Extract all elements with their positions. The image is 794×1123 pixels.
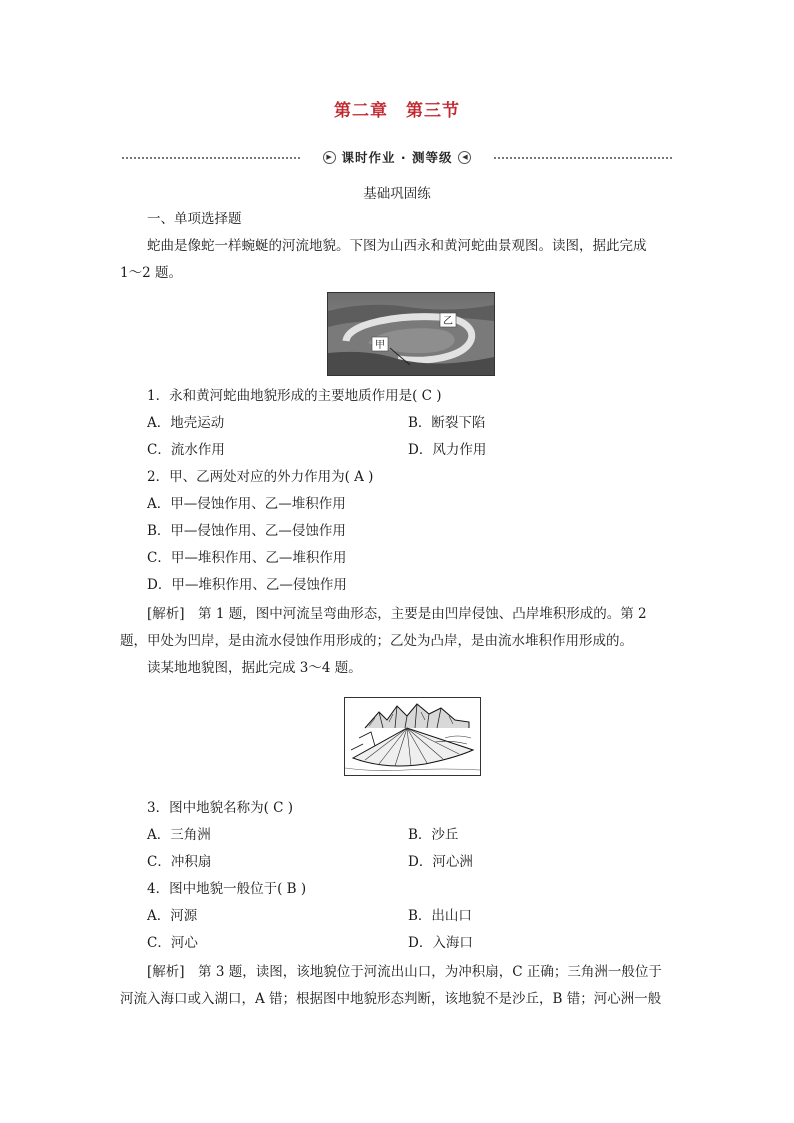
arrow-left-icon: ◀ [458, 151, 471, 164]
q3-option-c: C．冲积扇 [147, 854, 212, 870]
q4-option-b: B．出山口 [408, 908, 472, 924]
q3-option-b: B．沙丘 [408, 827, 459, 843]
intro-line-2: 1～2 题。 [120, 265, 182, 281]
arrow-right-icon: ▶ [323, 151, 336, 164]
label-yi: 乙 [443, 316, 453, 327]
section-banner [300, 146, 494, 168]
q2-option-d: D．甲—堆积作用、乙—侵蚀作用 [147, 577, 347, 593]
analysis-2-line-2: 河流入海口或入湖口，A 错；根据图中地貌形态判断，该地貌不是沙丘，B 错；河心洲一般 [120, 991, 662, 1007]
q4-option-d: D．入海口 [408, 935, 473, 951]
alluvial-fan-illustration [345, 698, 480, 775]
analysis-2-line-1: [解析] 第 3 题，读图，该地貌位于河流出山口，为冲积扇，C 正确；三角洲一般位于 [147, 964, 662, 980]
meander-photo [327, 292, 495, 376]
alluvial-fan-sketch [344, 697, 481, 776]
q1-option-a: A．地壳运动 [147, 415, 225, 431]
banner-text: 课时作业 · 测等级 [341, 150, 453, 165]
q2-option-b: B．甲—侵蚀作用、乙—侵蚀作用 [147, 523, 346, 539]
analysis-1-line-2: 题，甲处为凹岸，是由流水侵蚀作用形成的；乙处为凸岸，是由流水堆积作用形成的。 [120, 633, 633, 649]
section-title: 基础巩固练 [363, 186, 431, 202]
part-heading: 一、单项选择题 [147, 211, 242, 227]
meander-illustration [328, 293, 494, 375]
q1-option-b: B．断裂下陷 [408, 415, 486, 431]
analysis-1-line-1: [解析] 第 1 题，图中河流呈弯曲形态，主要是由凹岸侵蚀、凸岸堆积形成的。第 2 [147, 606, 647, 622]
q2-option-c: C．甲—堆积作用、乙—堆积作用 [147, 550, 347, 566]
q1-option-d: D．风力作用 [408, 442, 487, 458]
chapter-title: 第二章 第三节 [334, 101, 460, 121]
q4-stem: 4．图中地貌一般位于( B ) [147, 881, 307, 897]
q3-option-d: D．河心洲 [408, 854, 473, 870]
label-jia: 甲 [375, 340, 385, 351]
q2-stem: 2．甲、乙两处对应的外力作用为( A ) [147, 469, 374, 485]
q4-option-a: A．河源 [147, 908, 198, 924]
q3-option-a: A．三角洲 [147, 827, 211, 843]
q2-option-a: A．甲—侵蚀作用、乙—堆积作用 [147, 496, 346, 512]
q3-stem: 3．图中地貌名称为( C ) [147, 800, 294, 816]
q1-stem: 1．永和黄河蛇曲地貌形成的主要地质作用是( C ) [147, 388, 442, 404]
intro-2: 读某地地貌图，据此完成 3～4 题。 [147, 660, 362, 676]
intro-line-1: 蛇曲是像蛇一样蜿蜒的河流地貌。下图为山西永和黄河蛇曲景观图。读图，据此完成 [147, 238, 647, 254]
q1-option-c: C．流水作用 [147, 442, 225, 458]
q4-option-c: C．河心 [147, 935, 198, 951]
